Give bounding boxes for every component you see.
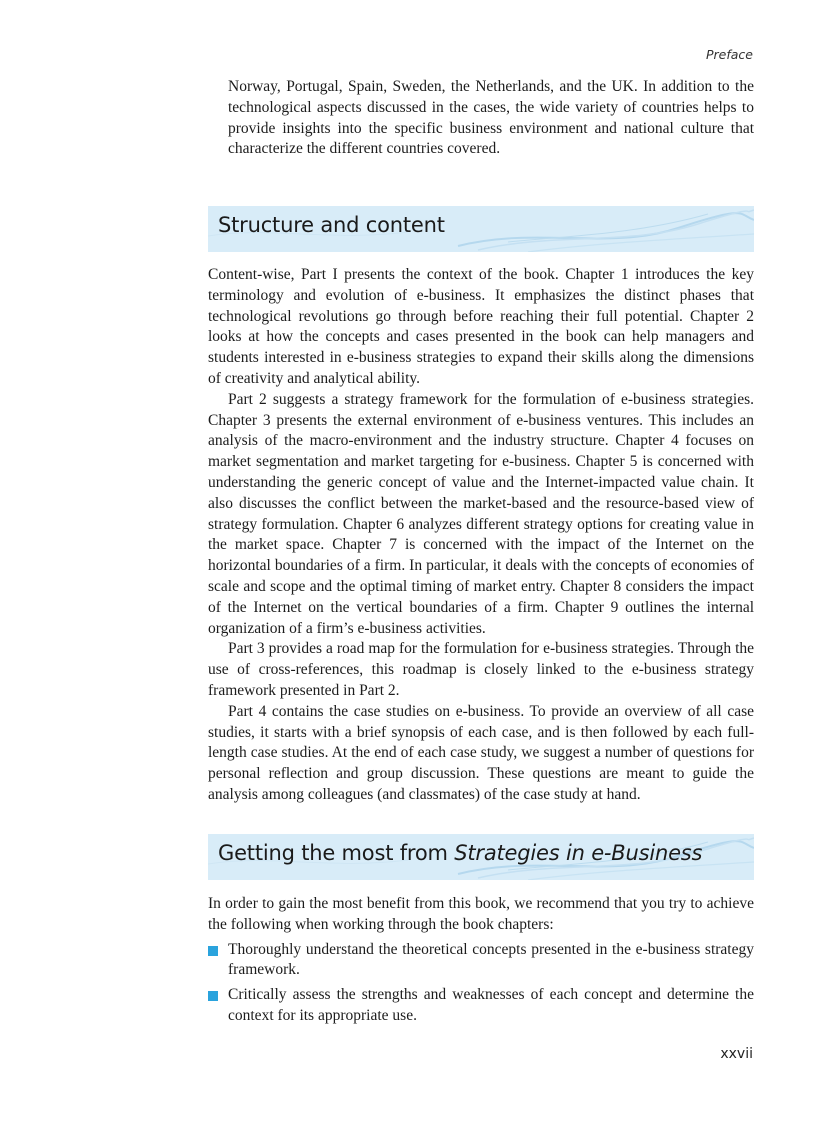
section-banner-structure — [208, 206, 754, 252]
section-body-getting-most — [208, 894, 754, 1031]
structure-paragraph-2: Part 2 suggests a strategy framework for the formulation of e-business strategies. Chapter 3 presents the external environment of e-business ventures. This includes an analysis of the macro-environment and the industry structure. Chapter 4 focuses on market segmentation and market targeting for e-business. Chapter 5 is concerned with understanding the generic concept of value and the Internet-impacted value chain. It also discusses the conflict between the market-based and the resource-based view of strategy formulation. Chapter 6 analyzes different strategy options for creating value in the market space. Chapter 7 is concerned with the impact of the Internet on the horizontal boundaries of a firm. In particular, it deals with the concepts of economies of scale and scope and the optimal timing of market entry. Chapter 8 considers the impact of the Internet on the vertical boundaries of a firm. Chapter 9 outlines the internal organization of a firm’s e-business activities. — [208, 390, 754, 637]
structure-paragraph-3: Part 3 provides a road map for the formulation for e-business strategies. Through the use of cross-references, this roadmap is closely linked to the e-business strategy framework presented in Part 2. — [208, 640, 754, 699]
section-body-structure — [208, 265, 754, 806]
list-item — [208, 985, 754, 1027]
structure-paragraph-4: Part 4 contains the case studies on e-business. To provide an overview of all case studies, it starts with a brief synopsis of each case, and is then followed by each full-length case studies. At the end of each case study, we suggest a number of questions for personal reflection and group discussion. These questions are meant to guide the analysis among colleagues (and classmates) of the case study at hand. — [208, 702, 754, 803]
structure-paragraph-1: Content-wise, Part I presents the context of the book. Chapter 1 introduces the key terminology and evolution of e-business. It emphasizes the distinct phases that technological revolutions go through before reaching their full potential. Chapter 2 looks at how the concepts and cases presented in the book can help managers and students interested in e-business strategies to expand their skills along the dimensions of creativity and analytical ability. — [208, 266, 754, 387]
list-item-text: Critically assess the strengths and weaknesses of each concept and determine the context for its appropriate use. — [228, 986, 754, 1024]
getting-most-intro: In order to gain the most benefit from this book, we recommend that you try to achieve the following when working through the book chapters: — [208, 895, 754, 933]
heading-book-title: Strategies in e-Business — [454, 841, 703, 865]
section-banner-getting-most — [208, 834, 754, 880]
heading-prefix: Getting the most from — [218, 841, 455, 865]
section-heading-getting-most — [218, 841, 702, 865]
list-item-text: Thoroughly understand the theoretical concepts presented in the e-business strategy framework. — [228, 940, 754, 979]
square-bullet-icon — [208, 946, 218, 956]
recommendation-list — [208, 940, 754, 1027]
running-head: Preface — [706, 47, 753, 62]
square-bullet-icon — [208, 991, 218, 1001]
section-heading-structure: Structure and content — [218, 213, 445, 237]
page-number: xxvii — [720, 1046, 753, 1062]
list-item — [208, 940, 754, 982]
intro-paragraph: Norway, Portugal, Spain, Sweden, the Netherlands, and the UK. In addition to the technological aspects discussed in the cases, the wide variety of countries helps to provide insights into the specific business environment and national culture that characterize the different countries covered. — [228, 78, 754, 158]
